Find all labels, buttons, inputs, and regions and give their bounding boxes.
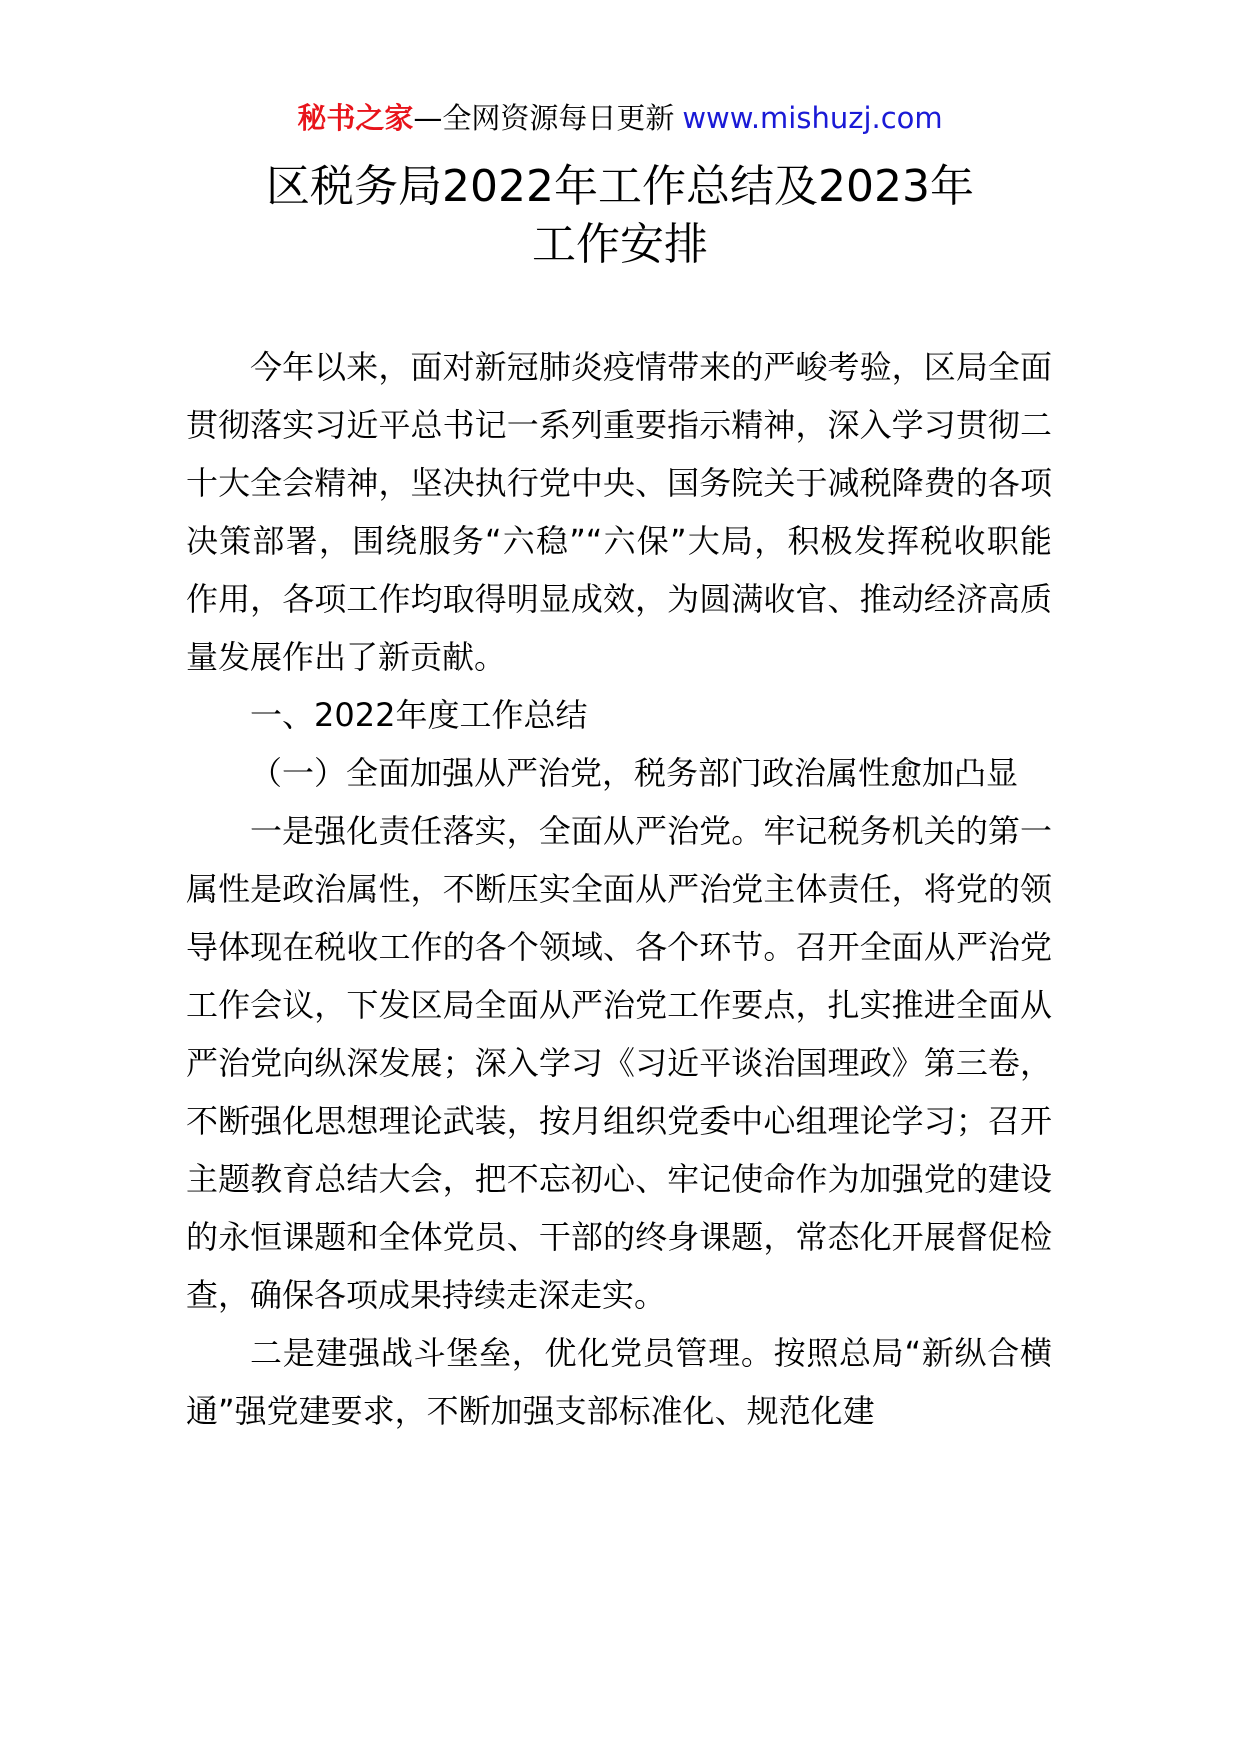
- document-body: [186, 338, 1052, 1440]
- subsection-heading: （一）全面加强从严治党，税务部门政治属性愈加凸显: [250, 754, 1019, 792]
- section-heading: 一、2022年度工作总结: [250, 696, 588, 734]
- site-header: [0, 98, 1240, 138]
- title-line-2: 工作安排: [532, 219, 708, 270]
- site-url-link[interactable]: www.mishuzj.com: [682, 101, 943, 135]
- document-title: [0, 158, 1240, 274]
- body-paragraph: 二是建强战斗堡垒，优化党员管理。按照总局“新纵合横通”强党建要求，不断加强支部标准化、规范化建: [186, 1334, 1052, 1430]
- intro-paragraph: 今年以来，面对新冠肺炎疫情带来的严峻考验，区局全面贯彻落实习近平总书记一系列重要指示精神，深入学习贯彻二十大全会精神，坚决执行党中央、国务院关于减税降费的各项决策部署，围绕服务“六稳”“六保”大局，积极发挥税收职能作用，各项工作均取得明显成效，为圆满收官、推动经济高质量发展作出了新贡献。: [186, 348, 1052, 676]
- brand-name: 秘书之家: [297, 101, 414, 135]
- body-paragraph: 一是强化责任落实，全面从严治党。牢记税务机关的第一属性是政治属性，不断压实全面从严治党主体责任，将党的领导体现在税收工作的各个领域、各个环节。召开全面从严治党工作会议，下发区局全面从严治党工作要点，扎实推进全面从严治党向纵深发展；深入学习《习近平谈治国理政》第三卷，不断强化思想理论武装，按月组织党委中心组理论学习；召开主题教育总结大会，把不忘初心、牢记使命作为加强党的建设的永恒课题和全体党员、干部的终身课题，常态化开展督促检查，确保各项成果持续走深走实。: [186, 812, 1052, 1314]
- title-line-1: 区税务局2022年工作总结及2023年: [266, 161, 974, 212]
- header-tagline: —全网资源每日更新: [413, 101, 675, 135]
